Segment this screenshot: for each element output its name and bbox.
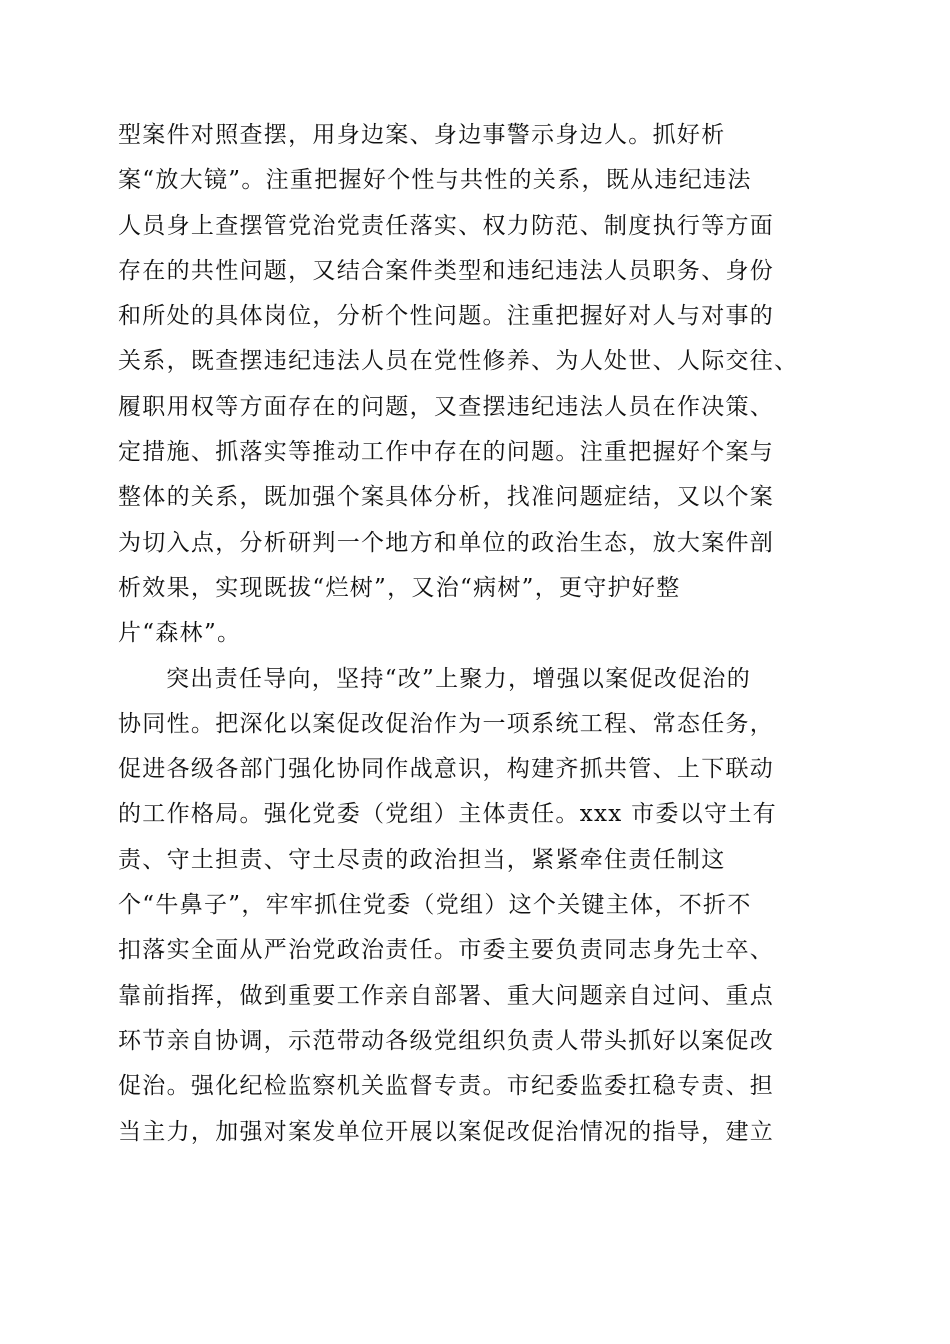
- text-line: 当主力，加强对案发单位开展以案促改促治情况的指导，建立: [118, 1118, 775, 1145]
- text-line: 的工作格局。强化党委（党组）主体责任。xxx 市委以守土有: [118, 801, 777, 828]
- text-line: 和所处的具体岗位，分析个性问题。注重把握好对人与对事的: [118, 303, 775, 330]
- text-line: 型案件对照查摆，用身边案、身边事警示身边人。抓好析: [118, 122, 726, 148]
- text-line: 析效果，实现既拔“烂树”，又治“病树”，更守护好整: [118, 574, 681, 601]
- text-line: 定措施、抓落实等推动工作中存在的问题。注重把握好个案与: [118, 439, 775, 466]
- body-text: [118, 113, 838, 1155]
- text-line: 人员身上查摆管党治党责任落实、权力防范、制度执行等方面: [118, 212, 775, 239]
- text-line: 履职用权等方面存在的问题，又查摆违纪违法人员在作决策、: [118, 393, 775, 420]
- text-line: 关系，既查摆违纪违法人员在党性修养、为人处世、人际交往、: [118, 348, 799, 375]
- paragraph-start-line: 突出责任导向，坚持“改”上聚力，增强以案促改促治的: [166, 665, 752, 692]
- text-line: 责、守土担责、守土尽责的政治担当，紧紧牵住责任制这: [118, 846, 726, 873]
- text-line: 整体的关系，既加强个案具体分析，找准问题症结，又以个案: [118, 484, 775, 511]
- text-line: 为切入点，分析研判一个地方和单位的政治生态，放大案件剖: [118, 529, 775, 556]
- text-line: 扣落实全面从严治党政治责任。市委主要负责同志身先士卒、: [118, 937, 775, 964]
- text-line: 促进各级各部门强化协同作战意识，构建齐抓共管、上下联动: [118, 756, 775, 783]
- text-line: 环节亲自协调，示范带动各级党组织负责人带头抓好以案促改: [118, 1027, 775, 1054]
- text-line: 促治。强化纪检监察机关监督专责。市纪委监委扛稳专责、担: [118, 1073, 775, 1100]
- text-line: 个“牛鼻子”，牢牢抓住党委（党组）这个关键主体，不折不: [118, 892, 752, 919]
- text-line: 片“森林”。: [118, 620, 242, 647]
- text-line: 存在的共性问题，又结合案件类型和违纪违法人员职务、身份: [118, 257, 775, 284]
- text-line: 案“放大镜”。注重把握好个性与共性的关系，既从违纪违法: [118, 167, 752, 194]
- text-line: 协同性。把深化以案促改促治作为一项系统工程、常态任务，: [118, 710, 775, 737]
- text-line: 靠前指挥，做到重要工作亲自部署、重大问题亲自过问、重点: [118, 982, 775, 1009]
